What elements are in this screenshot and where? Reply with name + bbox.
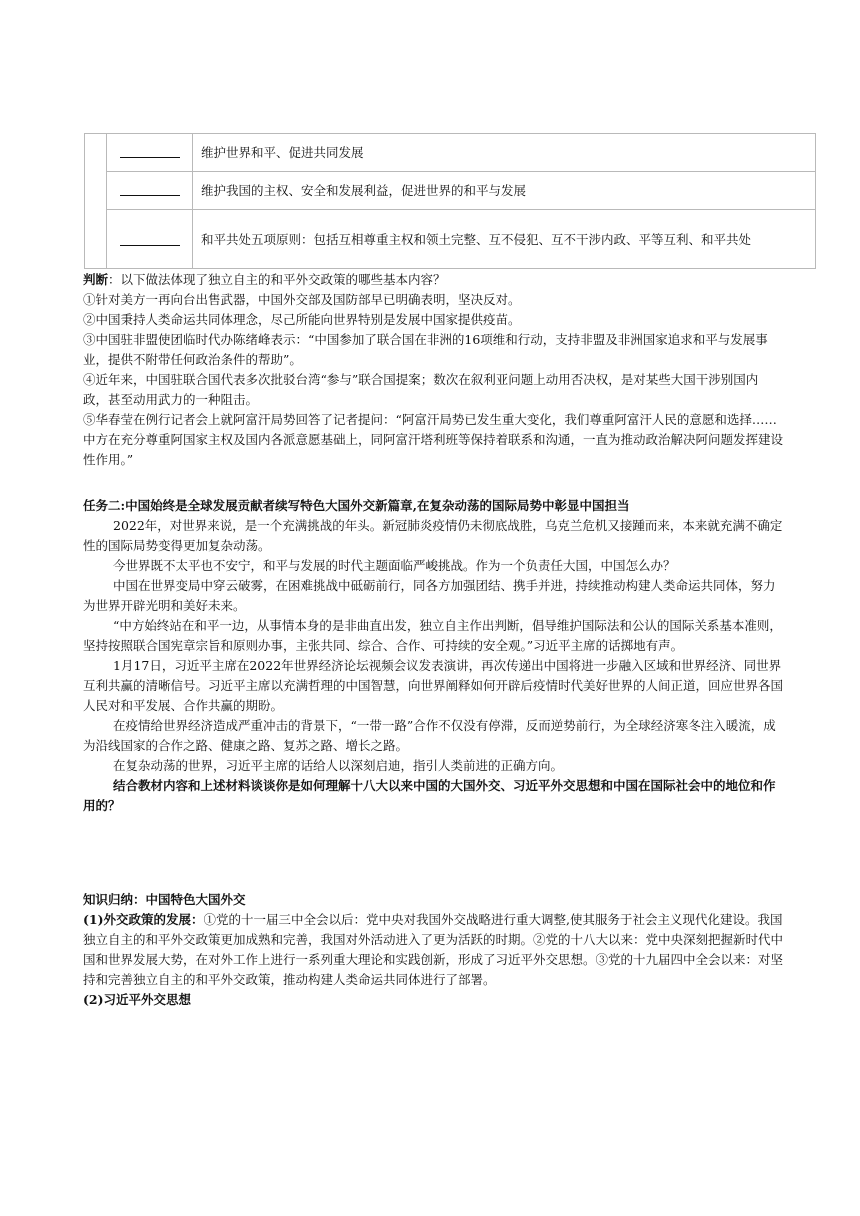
judgment-item: ②中国秉持人类命运共同体理念，尽己所能向世界特别是发展中国家提供疫苗。 [83,312,521,327]
table-left-cell [85,134,107,269]
judgment-item: ④近年来，中国驻联合国代表多次批驳台湾“参与”联合国提案；数次在叙利亚问题上动用否决权，是对某些大国干涉别国内政，甚至动用武力的一种阻击。 [83,372,759,407]
table-row [85,210,816,269]
fill-blank [120,232,180,246]
task2-paragraph: 今世界既不太平也不安宁，和平与发展的时代主题面临严峻挑战。作为一个负责任大国，中国怎么办？ [113,558,676,573]
table-row [85,172,816,210]
task2-question: 结合教材内容和上述材料谈谈你是如何理解十八大以来中国的大国外交、习近平外交思想和中国在国际社会中的地位和作用的？ [83,778,776,813]
fill-blank-cell [107,134,193,172]
summary-section-1: (1)外交政策的发展：①党的十一届三中全会以后：党中央对我国外交战略进行重大调整,使其服务于社会主义现代化建设。我国独立自主的和平外交政策更加成熟和完善，我国对外活动进入了更为活跃的时期。②党的十八大以来：党中央深刻把握新时代中国和世界发展大势，在对外工作上进行一系列重大理论和实践创新，形成了习近平外交思想。③党的十九届四中全会以来：对坚持和完善独立自主的和平外交政策，推动构建人类命运共同体进行了部署。 [83,912,784,987]
table-cell: 和平共处五项原则：包括互相尊重主权和领土完整、互不侵犯、互不干涉内政、平等互利、和平共处 [193,210,816,269]
summary-section [83,890,783,1010]
fill-blank [120,183,180,196]
policy-table [84,133,816,269]
judgment-item: ⑤华春莹在例行记者会上就阿富汗局势回答了记者提问：“阿富汗局势已发生重大变化，我们尊重阿富汗人民的意愿和选择……中方在充分尊重阿国家主权及国内各派意愿基础上，同阿富汗塔利班等保持着联系和沟通，一直为推动政治解决阿问题发挥建设性作用。” [83,412,784,467]
judgment-item: ③中国驻非盟使团临时代办陈绪峰表示：“中国参加了联合国在非洲的16项维和行动，支持非盟及非洲国家追求和平与发展事业，提供不附带任何政治条件的帮助”。 [83,332,768,367]
table-row [85,134,816,172]
task2-paragraph: “中方始终站在和平一边，从事情本身的是非曲直出发，独立自主作出判断，倡导维护国际法和公认的国际关系基本准则，坚持按照联合国宪章宗旨和原则办事，主张共同、综合、合作、可持续的安全观。”习近平主席的话掷地有声。 [83,618,782,653]
task2-paragraph: 中国在世界变局中穿云破雾，在困难挑战中砥砺前行，同各方加强团结、携手并进，持续推动构建人类命运共同体，努力为世界开辟光明和美好未来。 [83,578,776,613]
fill-blank-cell [107,210,193,269]
table-cell: 维护世界和平、促进共同发展 [193,134,816,172]
table-cell: 维护我国的主权、安全和发展利益，促进世界的和平与发展 [193,172,816,210]
judgment-item: ①针对美方一再向台出售武器，中国外交部及国防部早已明确表明，坚决反对。 [83,292,521,307]
summary-section-2-heading: (2)习近平外交思想 [83,992,192,1007]
task2-paragraph: 1月17日，习近平主席在2022年世界经济论坛视频会议发表演讲，再次传递出中国将进一步融入区域和世界经济、同世界互利共赢的清晰信号。习近平主席以充满哲理的中国智慧，向世界阐释如何开辟后疫情时代美好世界的人间正道，回应世界各国人民对和平发展、合作共赢的期盼。 [83,658,784,713]
summary-heading: 知识归纳：中国特色大国外交 [83,892,246,907]
judgment-section [83,270,783,470]
task2-paragraph: 在复杂动荡的世界，习近平主席的话给人以深刻启迪，指引人类前进的正确方向。 [113,758,564,773]
fill-blank [120,145,180,158]
task2-paragraph: 2022年，对世界来说，是一个充满挑战的年头。新冠肺炎疫情仍未彻底战胜，乌克兰危机又接踵而来，本来就充满不确定性的国际局势变得更加复杂动荡。 [83,518,783,553]
judgment-question: 判断：以下做法体现了独立自主的和平外交政策的哪些基本内容？ [83,272,446,287]
task2-section [83,496,783,816]
task2-heading: 任务二:中国始终是全球发展贡献者续写特色大国外交新篇章,在复杂动荡的国际局势中彰显中国担当 [83,498,630,513]
task2-paragraph: 在疫情给世界经济造成严重冲击的背景下，“一带一路”合作不仅没有停滞，反而逆势前行，为全球经济寒冬注入暖流，成为沿线国家的合作之路、健康之路、复苏之路、增长之路。 [83,718,776,753]
fill-blank-cell [107,172,193,210]
